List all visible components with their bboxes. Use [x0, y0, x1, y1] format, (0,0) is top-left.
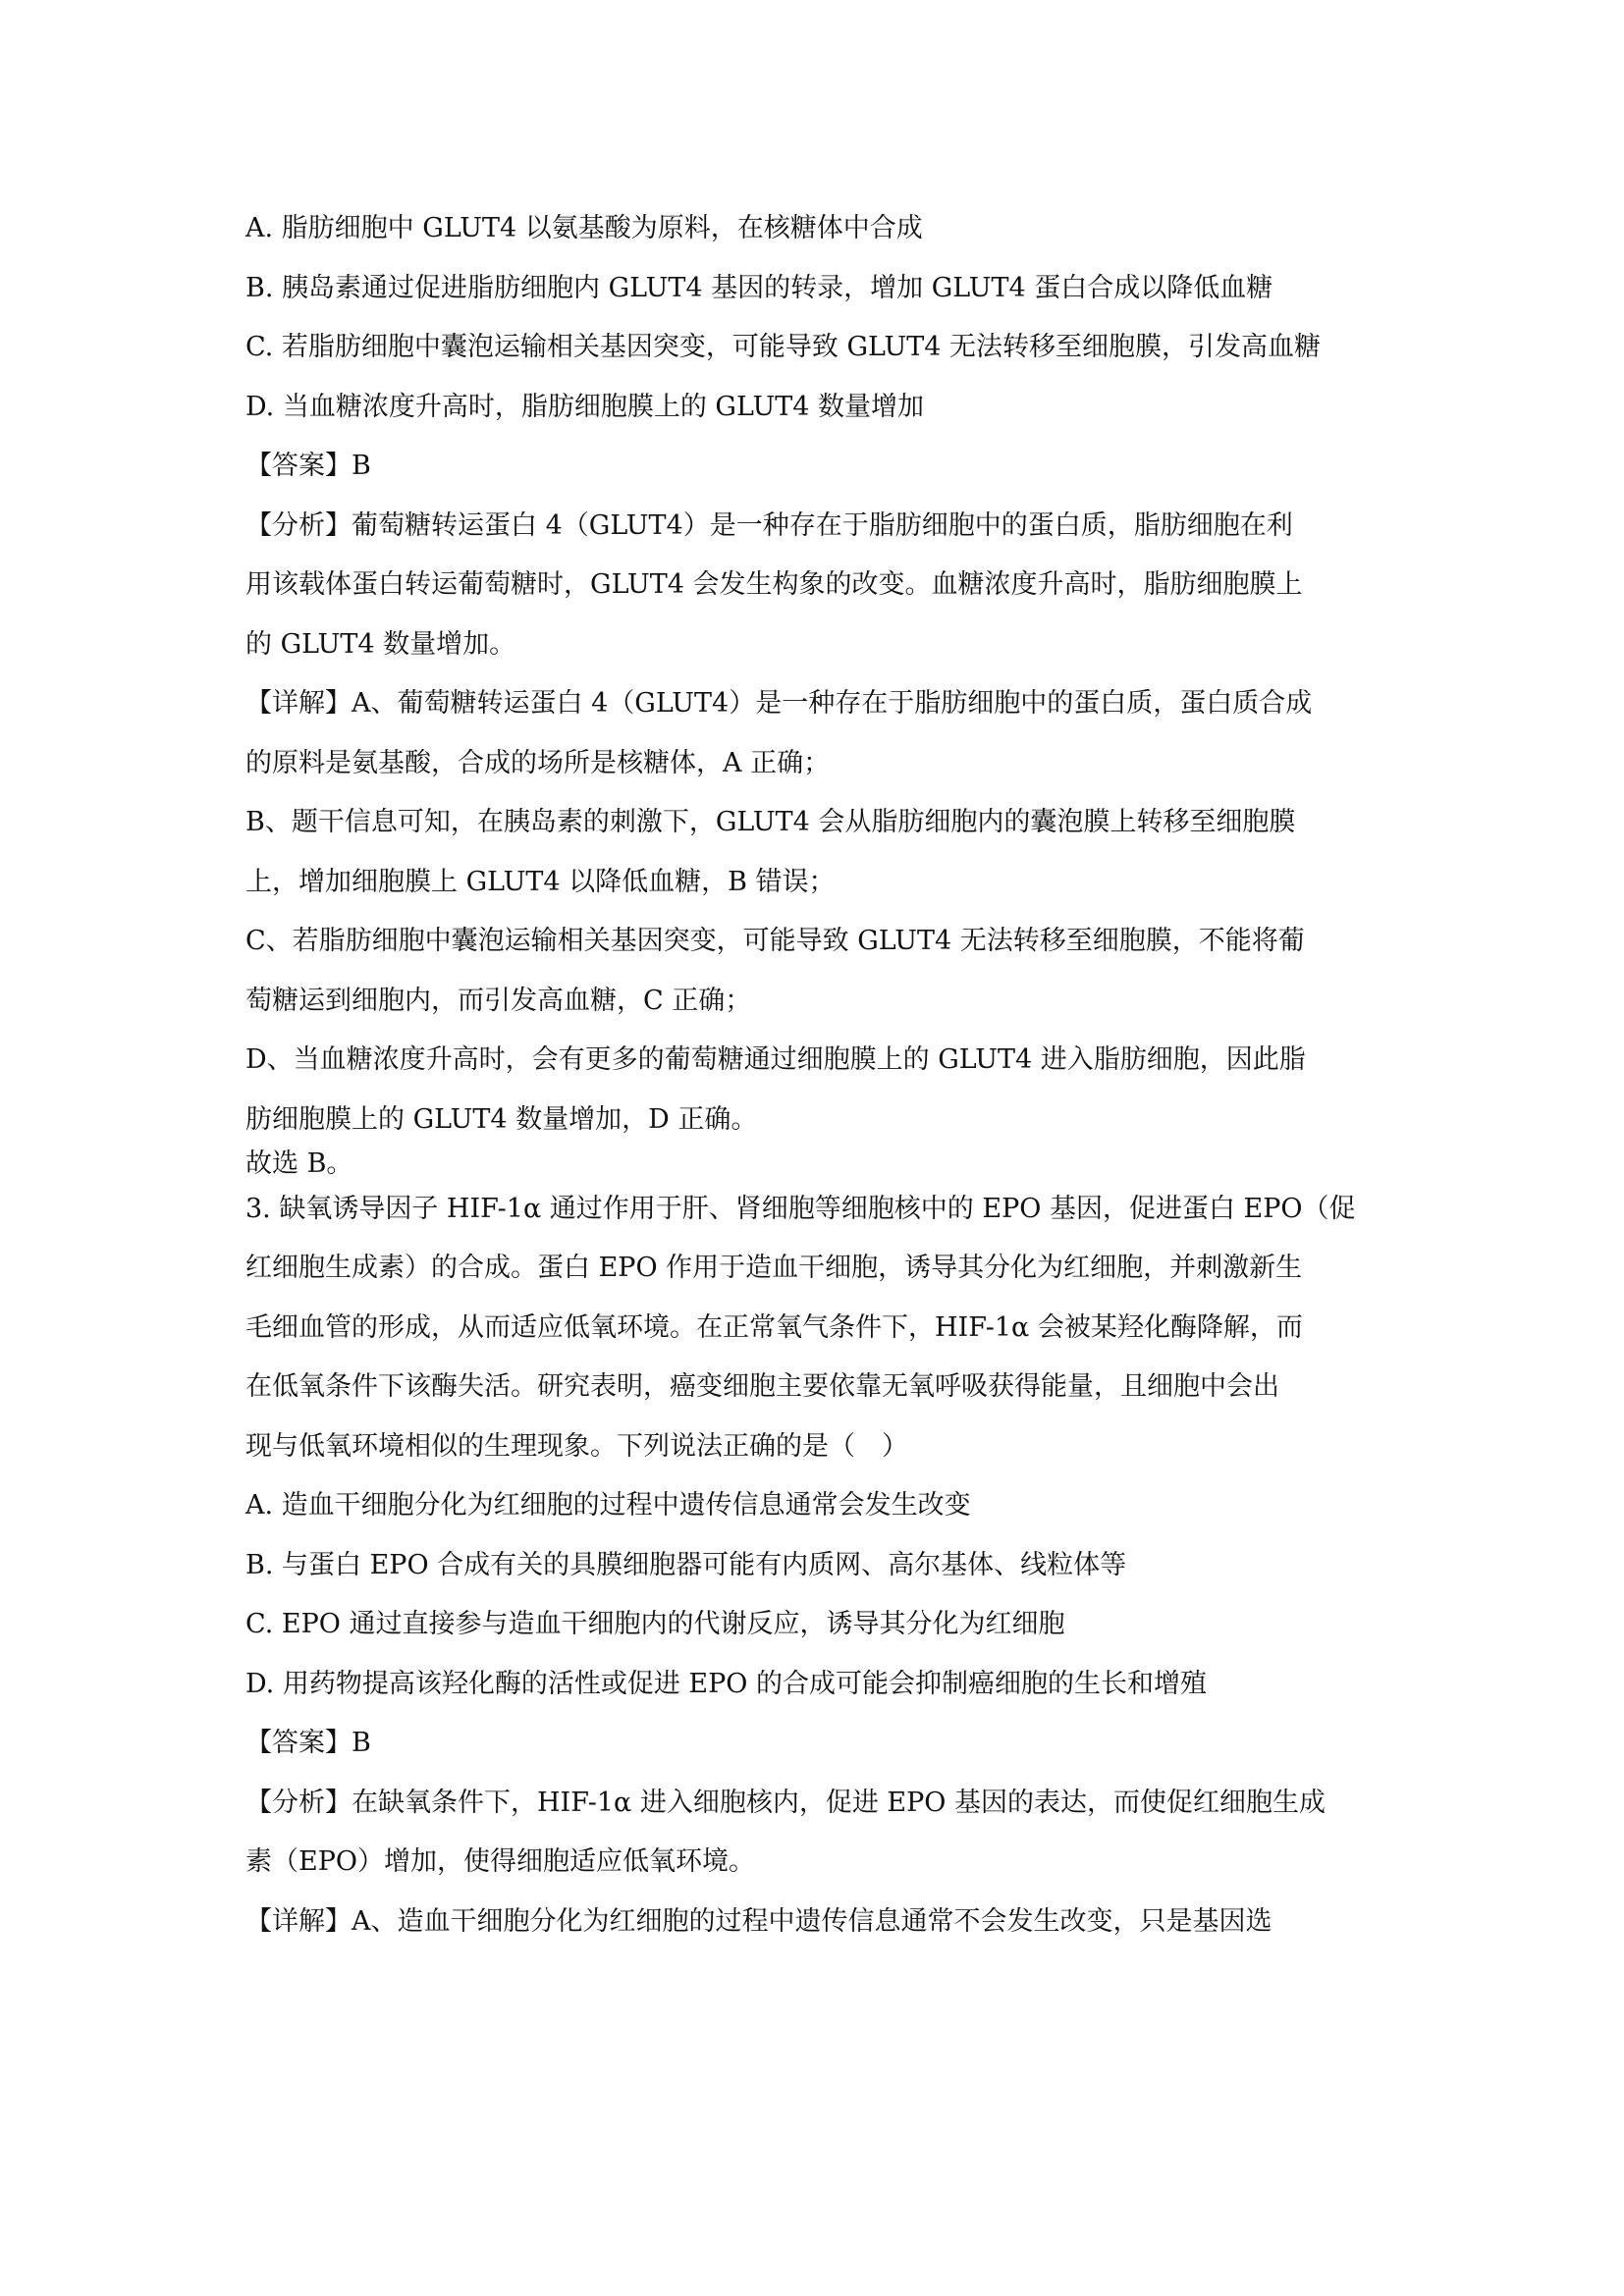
q3-option-b: B. 与蛋白 EPO 合成有关的具膜细胞器可能有内质网、高尔基体、线粒体等 [245, 1549, 1127, 1580]
q3-stem-line: 红细胞生成素）的合成。蛋白 EPO 作用于造血干细胞，诱导其分化为红细胞，并刺激新生 [245, 1253, 1303, 1283]
q3-stem-line: 毛细血管的形成，从而适应低氧环境。在正常氧气条件下，HIF-1α 会被某羟化酶降解，而 [245, 1311, 1303, 1343]
document-page [245, 206, 1384, 1944]
q3-detail-line: 【详解】A、造血干细胞分化为红细胞的过程中遗传信息通常不会发生改变，只是基因选 [245, 1905, 1272, 1937]
q2-analysis-line: 用该载体蛋白转运葡萄糖时，GLUT4 会发生构象的改变。血糖浓度升高时，脂肪细胞膜上 [245, 569, 1303, 600]
q2-analysis-line: 【分析】葡萄糖转运蛋白 4（GLUT4）是一种存在于脂肪细胞中的蛋白质，脂肪细胞在利 [245, 509, 1293, 541]
q3-stem-line: 在低氧条件下该酶失活。研究表明，癌变细胞主要依靠无氧呼吸获得能量，且细胞中会出 [245, 1371, 1279, 1402]
q2-detail-line: 肪细胞膜上的 GLUT4 数量增加，D 正确。 [245, 1103, 758, 1135]
q2-detail-line: D、当血糖浓度升高时，会有更多的葡萄糖通过细胞膜上的 GLUT4 进入脂肪细胞，因此脂 [245, 1044, 1306, 1075]
q2-detail-line: B、题干信息可知，在胰岛素的刺激下，GLUT4 会从脂肪细胞内的囊泡膜上转移至细胞膜 [245, 807, 1296, 837]
q2-analysis-line: 的 GLUT4 数量增加。 [245, 628, 516, 660]
q3-stem-line: 3. 缺氧诱导因子 HIF-1α 通过作用于肝、肾细胞等细胞核中的 EPO 基因，促进蛋白 EPO（促 [245, 1193, 1356, 1224]
q2-detail-line: 的原料是氨基酸，合成的场所是核糖体，A 正确； [245, 747, 831, 778]
q3-option-d: D. 用药物提高该羟化酶的活性或促进 EPO 的合成可能会抑制癌细胞的生长和增殖 [245, 1668, 1208, 1699]
q3-option-c: C. EPO 通过直接参与造血干细胞内的代谢反应，诱导其分化为红细胞 [245, 1609, 1065, 1639]
q2-option-b: B. 胰岛素通过促进脂肪细胞内 GLUT4 基因的转录，增加 GLUT4 蛋白合成以降低血糖 [245, 272, 1273, 303]
q2-option-d: D. 当血糖浓度升高时，脂肪细胞膜上的 GLUT4 数量增加 [245, 391, 924, 422]
q2-option-a: A. 脂肪细胞中 GLUT4 以氨基酸为原料，在核糖体中合成 [245, 213, 923, 243]
q3-answer: 【答案】B [245, 1728, 371, 1758]
q3-analysis-line: 素（EPO）增加，使得细胞适应低氧环境。 [245, 1846, 756, 1877]
q2-detail-line: 【详解】A、葡萄糖转运蛋白 4（GLUT4）是一种存在于脂肪细胞中的蛋白质，蛋白质合成 [245, 688, 1313, 719]
q2-detail-line: 萄糖运到细胞内，而引发高血糖，C 正确； [245, 985, 752, 1016]
q2-option-c: C. 若脂肪细胞中囊泡运输相关基因突变，可能导致 GLUT4 无法转移至细胞膜，引发高血糖 [245, 332, 1321, 362]
q2-conclusion: 故选 B。 [245, 1148, 353, 1179]
q2-detail-line: C、若脂肪细胞中囊泡运输相关基因突变，可能导致 GLUT4 无法转移至细胞膜，不能将葡 [245, 926, 1305, 956]
q2-detail-line: 上，增加细胞膜上 GLUT4 以降低血糖，B 错误； [245, 866, 836, 897]
q2-answer: 【答案】B [245, 451, 371, 481]
q3-analysis-line: 【分析】在缺氧条件下，HIF-1α 进入细胞核内，促进 EPO 基因的表达，而使促红细胞生成 [245, 1787, 1326, 1818]
q3-option-a: A. 造血干细胞分化为红细胞的过程中遗传信息通常会发生改变 [245, 1490, 971, 1521]
q3-stem-line: 现与低氧环境相似的生理现象。下列说法正确的是（ ） [245, 1430, 908, 1462]
